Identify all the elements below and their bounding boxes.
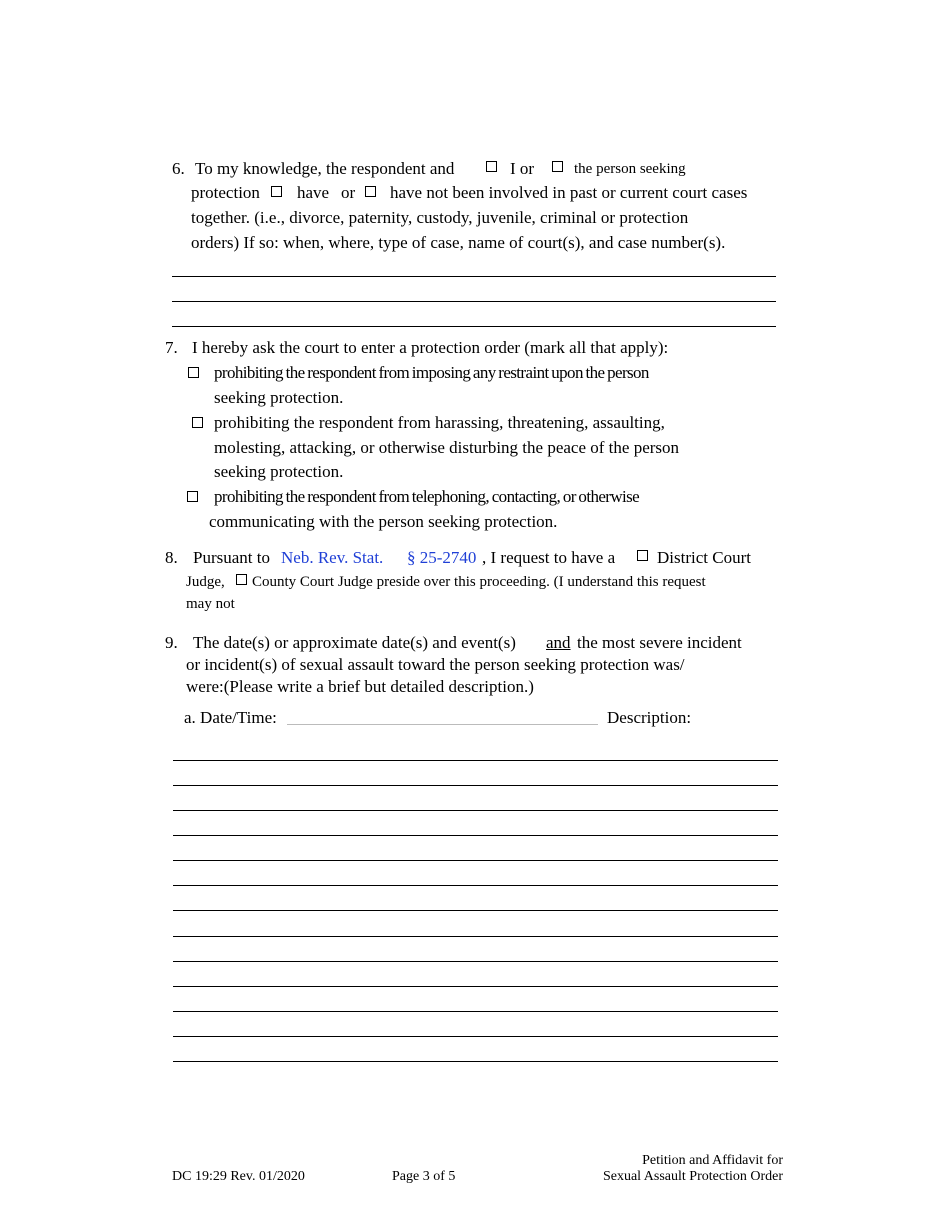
q6-have-not-label: have not been involved in past or current court cases	[390, 183, 748, 202]
q6-have-label: have	[297, 183, 330, 202]
q9-line2: or incident(s) of sexual assault toward the person seeking protection was/	[186, 655, 685, 674]
q8-pre-text: Pursuant to	[193, 548, 270, 567]
q9-answer-line[interactable]	[173, 1011, 778, 1012]
q6-or-text: or	[341, 183, 356, 202]
q8-judge-text: Judge,	[186, 574, 225, 590]
q6-answer-line[interactable]	[172, 301, 776, 302]
q7-harassing-line1: prohibiting the respondent from harassing, threatening, assaulting,	[214, 413, 665, 432]
q9-answer-line[interactable]	[173, 835, 778, 836]
q7-intro: I hereby ask the court to enter a protection order (mark all that apply):	[192, 338, 669, 357]
q9-line1-b: the most severe incident	[577, 633, 742, 652]
q7-restraint-line1: prohibiting the respondent from imposing any restraint upon the person	[214, 363, 649, 382]
q7-contact-line1: prohibiting the respondent from telephoning, contacting, or otherwise	[214, 487, 640, 506]
q6-protection-text: protection	[191, 183, 260, 202]
q7-harassing-line2: molesting, attacking, or otherwise disturbing the peace of the person	[214, 438, 680, 457]
q6-number: 6.	[172, 159, 185, 178]
q6-line3: together. (i.e., divorce, paternity, custody, juvenile, criminal or protection	[191, 208, 689, 227]
q6-line4: orders) If so: when, where, type of case, name of court(s), and case number(s).	[191, 233, 726, 252]
q8-number: 8.	[165, 548, 178, 567]
q8-district-label: District Court	[657, 548, 751, 567]
q9-date-time-field[interactable]	[287, 724, 598, 725]
q9-description-label: Description:	[607, 708, 692, 727]
statute-link[interactable]: Neb. Rev. Stat.	[281, 548, 384, 567]
q8-post-text: , I request to have a	[482, 548, 616, 567]
q6-person-label: the person seeking	[574, 161, 686, 177]
footer-form-id: DC 19:29 Rev. 01/2020	[172, 1169, 305, 1184]
q8-county-checkbox[interactable]	[236, 574, 247, 585]
q7-contact-line2: communicating with the person seeking protection.	[209, 512, 558, 531]
q7-restraint-checkbox[interactable]	[188, 367, 199, 378]
q9-line1-a: The date(s) or approximate date(s) and event(s)	[193, 633, 516, 652]
footer-title-line1: Petition and Affidavit for	[642, 1153, 783, 1168]
q8-county-label: County Court Judge preside over this proceeding. (I understand this request	[252, 574, 706, 590]
q9-and-text: and	[546, 633, 571, 652]
q8-line3: may not	[186, 596, 235, 612]
q9-answer-line[interactable]	[173, 1061, 778, 1062]
q6-answer-line[interactable]	[172, 276, 776, 277]
q9-date-time-label: a. Date/Time:	[184, 708, 277, 727]
q9-answer-line[interactable]	[173, 760, 778, 761]
q6-have-checkbox[interactable]	[271, 186, 282, 197]
q6-answer-line[interactable]	[172, 326, 776, 327]
footer-title-line2: Sexual Assault Protection Order	[602, 1169, 783, 1184]
q9-line3: were:(Please write a brief but detailed description.)	[186, 677, 534, 696]
q6-have-not-checkbox[interactable]	[365, 186, 376, 197]
q7-contact-checkbox[interactable]	[187, 491, 198, 502]
q6-person-checkbox[interactable]	[552, 161, 563, 172]
q9-answer-line[interactable]	[173, 986, 778, 987]
q9-answer-line[interactable]	[173, 910, 778, 911]
q7-number: 7.	[165, 338, 178, 357]
q9-answer-line[interactable]	[173, 810, 778, 811]
q7-harassing-checkbox[interactable]	[192, 417, 203, 428]
q9-answer-line[interactable]	[173, 885, 778, 886]
q6-i-label: I or	[510, 159, 535, 178]
q9-answer-line[interactable]	[173, 785, 778, 786]
q9-answer-line[interactable]	[173, 1036, 778, 1037]
q6-i-checkbox[interactable]	[486, 161, 497, 172]
q7-harassing-line3: seeking protection.	[214, 462, 344, 481]
q9-answer-line[interactable]	[173, 961, 778, 962]
q8-district-checkbox[interactable]	[637, 550, 648, 561]
q9-answer-line[interactable]	[173, 936, 778, 937]
footer-page-number: Page 3 of 5	[392, 1169, 456, 1184]
q9-answer-line[interactable]	[173, 860, 778, 861]
q9-number: 9.	[165, 633, 178, 652]
section-link[interactable]: § 25-2740	[407, 548, 477, 567]
q7-restraint-line2: seeking protection.	[214, 388, 344, 407]
q6-line1-text: To my knowledge, the respondent and	[195, 159, 455, 178]
